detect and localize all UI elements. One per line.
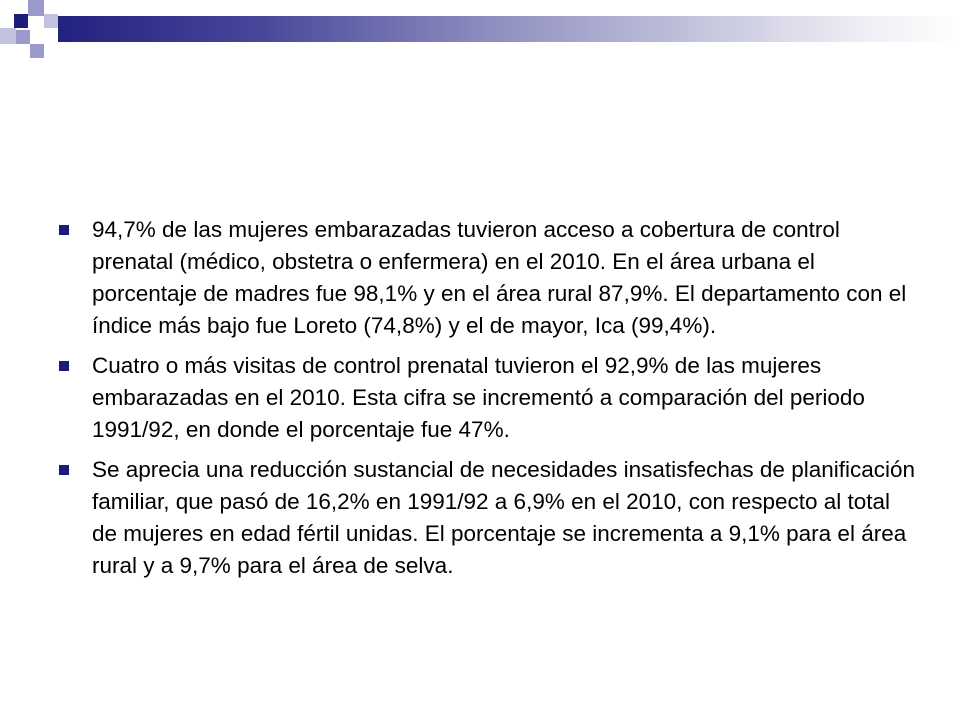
bullet-text: Cuatro o más visitas de control prenatal tuvieron el 92,9% de las mujeres embarazadas en el 2010. Esta cifra se incrementó a comparación del periodo 1991/92, en donde el porcentaje fue 47%.: [92, 353, 865, 442]
bullet-text: Se aprecia una reducción sustancial de necesidades insatisfechas de planificación familiar, que pasó de 16,2% en 1991/92 a 6,9% en el 2010, con respecto al total de mujeres en edad fértil unidas. El porcentaje se incrementa a 9,1% para el área rural y a 9,7% para el área de selva.: [92, 457, 916, 578]
header-square-lavender-mid: [16, 30, 30, 44]
square-bullet-icon: [59, 361, 69, 371]
bullet-list: [58, 214, 918, 582]
header-square-pale-right: [44, 14, 58, 28]
slide-content: [58, 214, 918, 590]
square-bullet-icon: [59, 225, 69, 235]
bullet-item: [58, 350, 918, 446]
header-square-pale-left: [0, 28, 16, 44]
header-square-lavender-top: [28, 0, 44, 16]
square-bullet-icon: [59, 465, 69, 475]
bullet-item: [58, 214, 918, 342]
bullet-text: 94,7% de las mujeres embarazadas tuvieron acceso a cobertura de control prenatal (médico, obstetra o enfermera) en el 2010. En el área urbana el porcentaje de madres fue 98,1% y en el área rural 87,9%. El departamento con el índice más bajo fue Loreto (74,8%) y el de mayor, Ica (99,4%).: [92, 217, 907, 338]
bullet-item: [58, 454, 918, 582]
header-gradient-bar: [58, 16, 960, 42]
header-square-navy: [14, 14, 28, 28]
header-square-lavender-bottom: [30, 44, 44, 58]
